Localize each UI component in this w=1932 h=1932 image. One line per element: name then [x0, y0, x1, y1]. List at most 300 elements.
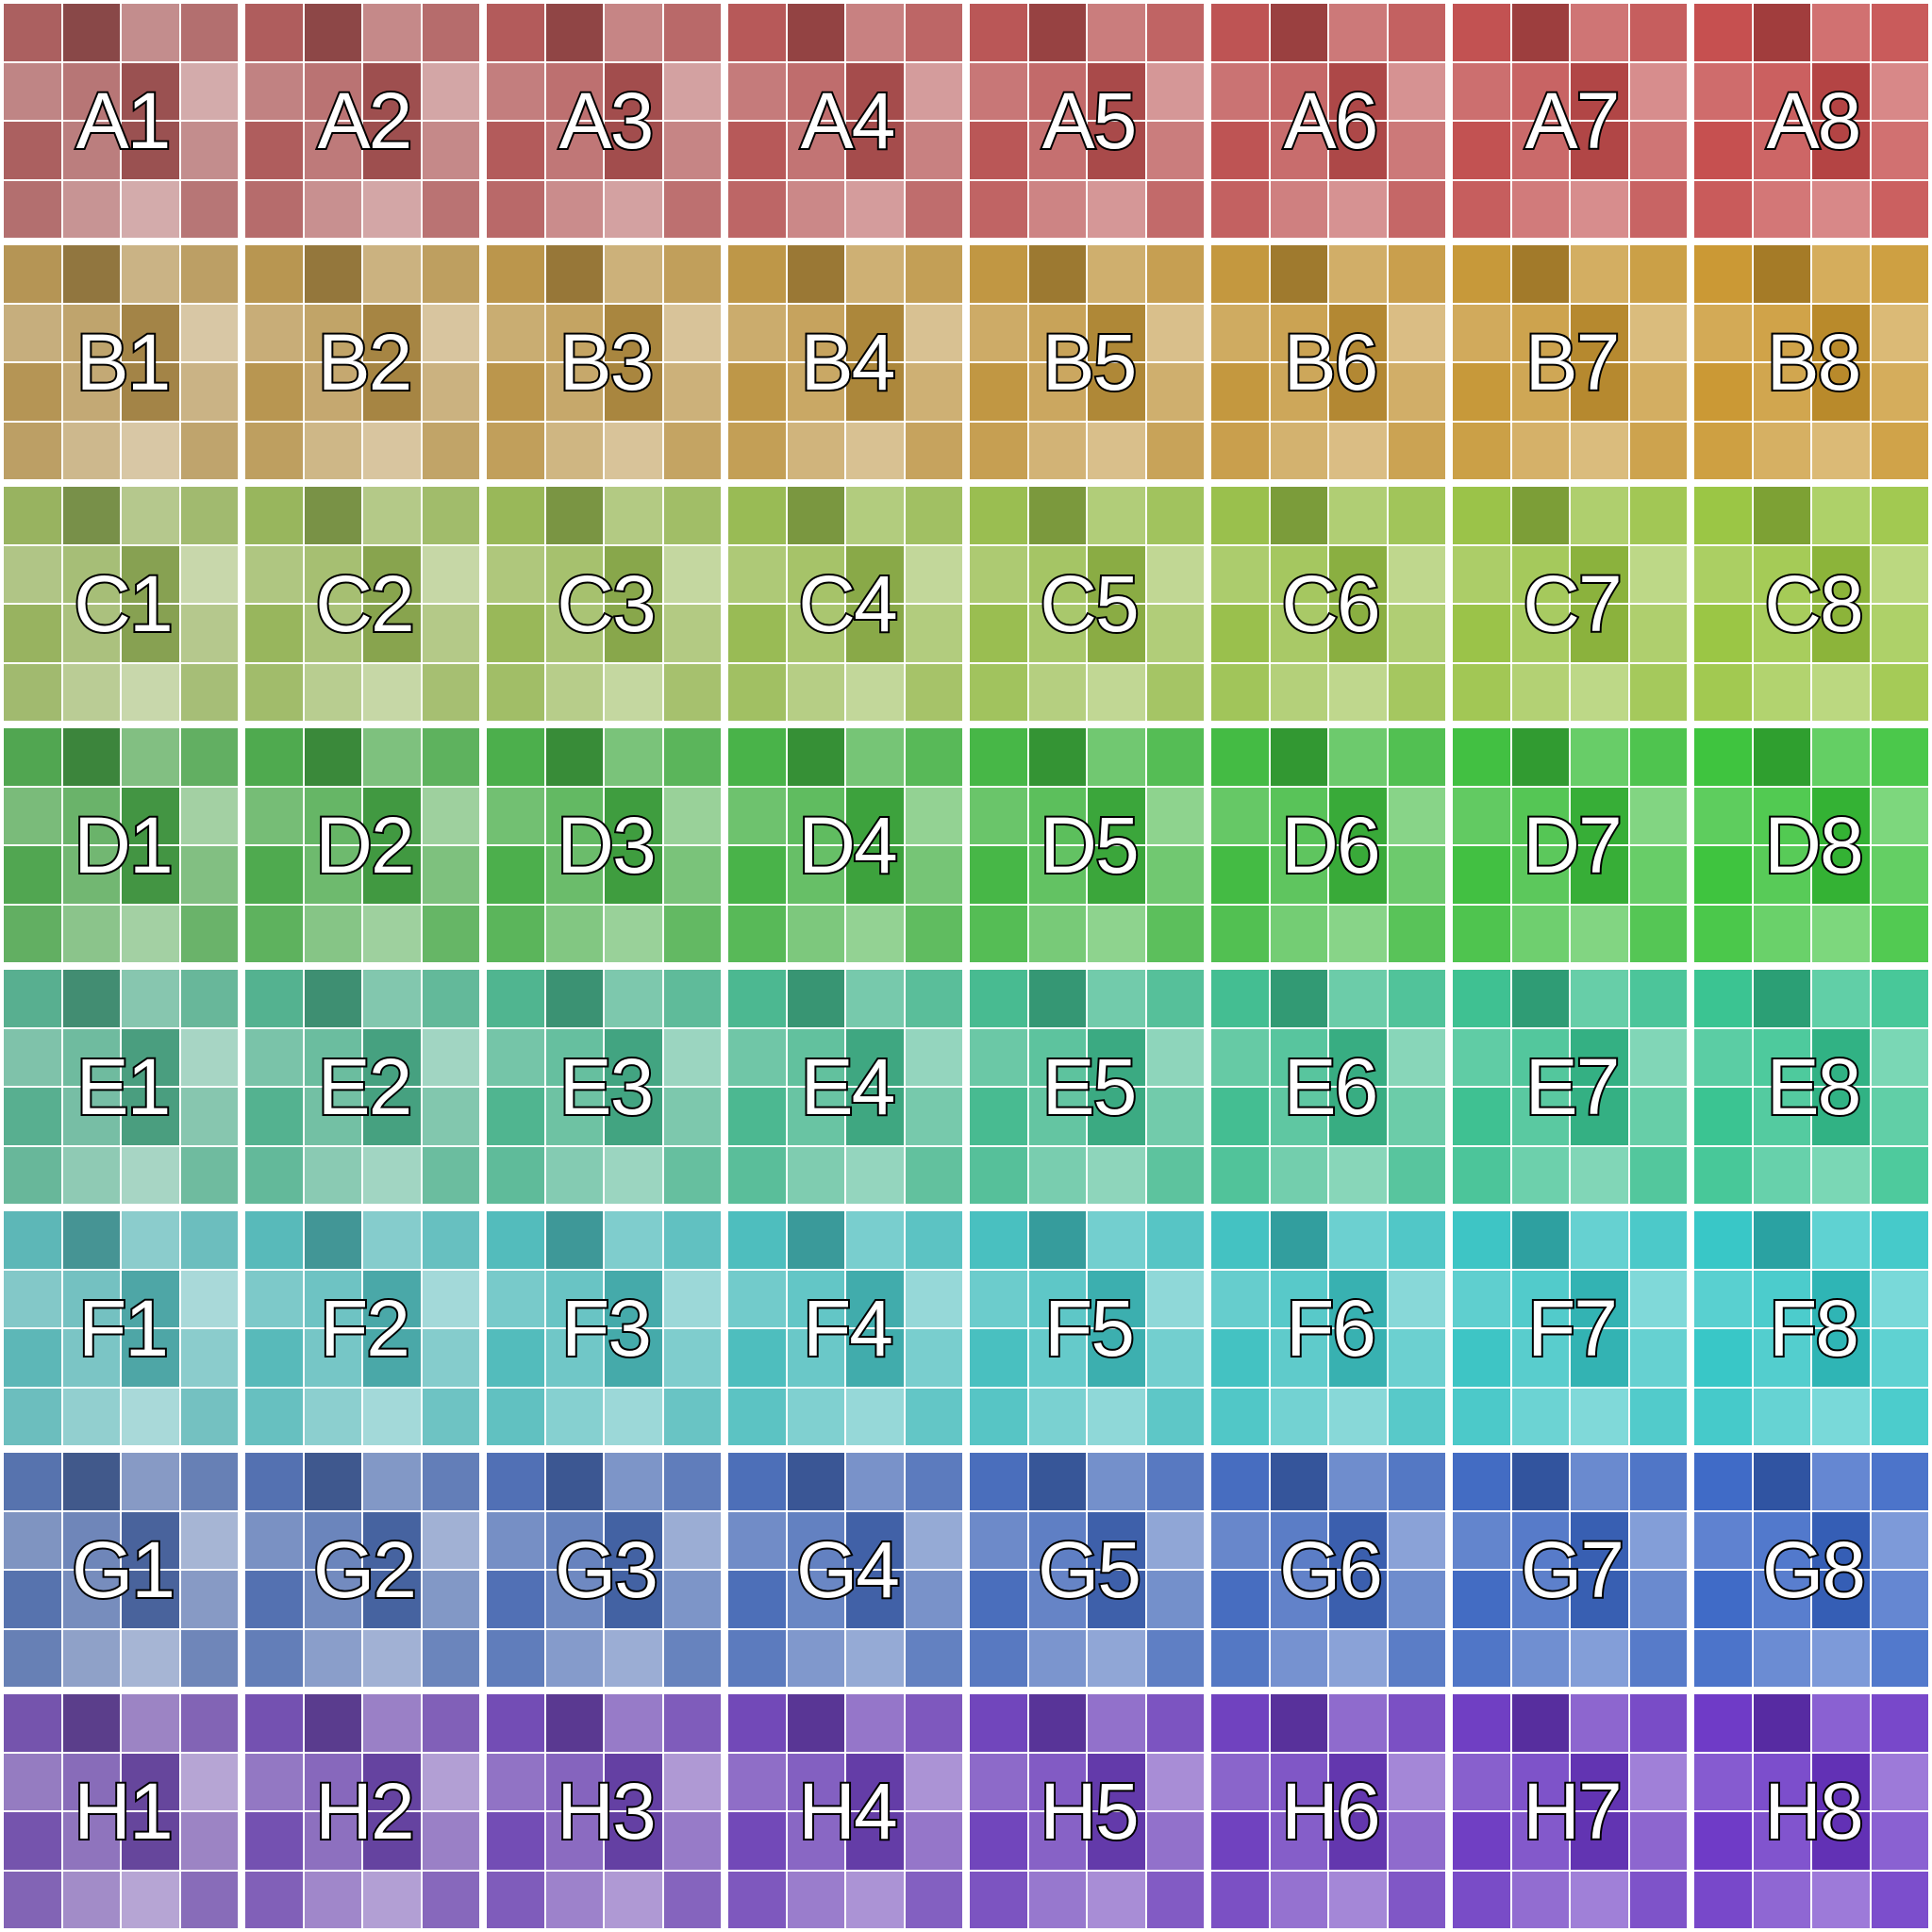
tile-F4[interactable] [728, 1211, 962, 1445]
tile-cell [181, 728, 239, 786]
tile-G4[interactable] [728, 1453, 962, 1687]
tile-D4[interactable] [728, 728, 962, 962]
tile-cell [1571, 605, 1628, 662]
tile-cell [970, 846, 1027, 904]
tile-B5[interactable] [970, 245, 1204, 479]
tile-cell [1329, 245, 1387, 303]
tile-D2[interactable] [245, 728, 479, 962]
tile-cell [181, 305, 239, 362]
tile-cell [4, 4, 61, 61]
tile-C1[interactable] [4, 487, 238, 721]
tile-A2[interactable] [245, 4, 479, 238]
tile-A7[interactable] [1453, 4, 1687, 238]
tile-cell [122, 1571, 179, 1628]
tile-cell [1088, 305, 1145, 362]
tile-cell [1147, 970, 1205, 1027]
tile-F1[interactable] [4, 1211, 238, 1445]
tile-cell [605, 363, 662, 421]
tile-B7[interactable] [1453, 245, 1687, 479]
tile-cell [1512, 546, 1570, 604]
tile-A5[interactable] [970, 4, 1204, 238]
tile-cell [245, 664, 303, 722]
tile-cell [1694, 363, 1752, 421]
tile-label: B6 [1283, 318, 1377, 407]
tile-cell [664, 605, 722, 662]
tile-cell [1571, 1571, 1628, 1628]
tile-cell [970, 1271, 1027, 1328]
tile-H5[interactable] [970, 1694, 1204, 1928]
tile-cell [122, 728, 179, 786]
tile-cell [788, 122, 845, 179]
tile-cell [1694, 1029, 1752, 1087]
tile-cell [1872, 1571, 1929, 1628]
tile-cell [846, 122, 904, 179]
tile-cell [1630, 546, 1688, 604]
tile-cell [1271, 423, 1328, 480]
tile-cell [245, 363, 303, 421]
tile-cell [4, 63, 61, 121]
tile-cell [1389, 1329, 1446, 1387]
tile-cell [728, 1812, 786, 1870]
tile-cell [1630, 63, 1688, 121]
tile-cell [1694, 788, 1752, 845]
tile-cell [1211, 546, 1269, 604]
tile-cell [1329, 1389, 1387, 1446]
tile-cell [1512, 1694, 1570, 1752]
tile-cell [605, 423, 662, 480]
tile-cell [1571, 305, 1628, 362]
tile-cell [63, 63, 121, 121]
tile-cell [728, 1754, 786, 1811]
tile-cell [906, 1271, 963, 1328]
tile-cell [970, 1147, 1027, 1205]
tile-cell [63, 906, 121, 963]
tile-label: E4 [800, 1042, 894, 1131]
tile-cell [487, 1329, 544, 1387]
tile-B2[interactable] [245, 245, 479, 479]
tile-cell [906, 788, 963, 845]
tile-cell [122, 1512, 179, 1570]
tile-cell [122, 1147, 179, 1205]
tile-cell [1571, 1389, 1628, 1446]
tile-cell [487, 1872, 544, 1929]
tile-cell [1754, 1271, 1811, 1328]
tile-cell [1630, 906, 1688, 963]
tile-cell [1812, 1271, 1870, 1328]
tile-cell [546, 1389, 604, 1446]
tile-cell [906, 1029, 963, 1087]
tile-F7[interactable] [1453, 1211, 1687, 1445]
tile-C5[interactable] [970, 487, 1204, 721]
tile-cell [1329, 664, 1387, 722]
tile-cell [1571, 1872, 1628, 1929]
tile-cell [1812, 728, 1870, 786]
tile-cell [181, 1147, 239, 1205]
tile-cell [122, 1088, 179, 1145]
tile-cell [1872, 1630, 1929, 1688]
tile-cell [363, 1211, 421, 1269]
tile-label: C2 [315, 559, 413, 648]
tile-cell [906, 1812, 963, 1870]
tile-cell [1389, 1571, 1446, 1628]
tile-cell [1754, 728, 1811, 786]
tile-cell [1147, 363, 1205, 421]
tile-cell [1754, 1389, 1811, 1446]
tile-cell [1571, 846, 1628, 904]
tile-A4[interactable] [728, 4, 962, 238]
tile-cell [1812, 546, 1870, 604]
tile-cell [4, 846, 61, 904]
tile-cell [1029, 245, 1087, 303]
tile-cell [1453, 1088, 1510, 1145]
tile-label: B5 [1041, 318, 1136, 407]
tile-cell [846, 1872, 904, 1929]
tile-C8[interactable] [1694, 487, 1928, 721]
tile-D8[interactable] [1694, 728, 1928, 962]
tile-cell [728, 245, 786, 303]
tile-G2[interactable] [245, 1453, 479, 1687]
tile-label: B1 [75, 318, 170, 407]
tile-cell [363, 423, 421, 480]
tile-cell [1512, 1389, 1570, 1446]
tile-cell [1029, 664, 1087, 722]
tile-cell [181, 1389, 239, 1446]
tile-cell [788, 363, 845, 421]
tile-cell [1147, 122, 1205, 179]
tile-cell [4, 1571, 61, 1628]
tile-E2[interactable] [245, 970, 479, 1204]
tile-cell [970, 788, 1027, 845]
tile-cell [1571, 1329, 1628, 1387]
tile-cell [305, 605, 362, 662]
tile-E8[interactable] [1694, 970, 1928, 1204]
tile-D6[interactable] [1211, 728, 1445, 962]
tile-cell [245, 970, 303, 1027]
tile-G5[interactable] [970, 1453, 1204, 1687]
tile-B3[interactable] [487, 245, 721, 479]
tile-cell [423, 1571, 480, 1628]
tile-cell [1571, 1630, 1628, 1688]
tile-cell [1211, 1329, 1269, 1387]
tile-cell [1694, 546, 1752, 604]
tile-cell [1812, 1571, 1870, 1628]
tile-cell [1872, 1271, 1929, 1328]
tile-cell [487, 1389, 544, 1446]
tile-F3[interactable] [487, 1211, 721, 1445]
tile-cell [63, 605, 121, 662]
tile-cell [664, 122, 722, 179]
tile-D1[interactable] [4, 728, 238, 962]
tile-cell [664, 1271, 722, 1328]
tile-cell [1211, 245, 1269, 303]
tile-cell [423, 305, 480, 362]
tile-cell [788, 1453, 845, 1510]
tile-label: D8 [1764, 801, 1862, 890]
tile-cell [970, 1754, 1027, 1811]
tile-cell [1211, 122, 1269, 179]
tile-cell [1088, 1088, 1145, 1145]
tile-cell [970, 1694, 1027, 1752]
tile-cell [487, 546, 544, 604]
tile-cell [664, 245, 722, 303]
tile-cell [788, 305, 845, 362]
tile-cell [1812, 605, 1870, 662]
tile-E7[interactable] [1453, 970, 1687, 1204]
tile-H6[interactable] [1211, 1694, 1445, 1928]
tile-cell [1147, 1694, 1205, 1752]
tile-F5[interactable] [970, 1211, 1204, 1445]
tile-H4[interactable] [728, 1694, 962, 1928]
tile-cell [1147, 1211, 1205, 1269]
tile-label: G3 [554, 1525, 658, 1614]
tile-cell [906, 1147, 963, 1205]
tile-cell [1389, 970, 1446, 1027]
tile-cell [181, 1512, 239, 1570]
tile-cell [4, 906, 61, 963]
tile-G6[interactable] [1211, 1453, 1445, 1687]
tile-B8[interactable] [1694, 245, 1928, 479]
tile-cell [1571, 1812, 1628, 1870]
tile-cell [1271, 1512, 1328, 1570]
tile-cell [1211, 728, 1269, 786]
tile-label: G6 [1278, 1525, 1382, 1614]
tile-F6[interactable] [1211, 1211, 1445, 1445]
tile-cell [788, 181, 845, 239]
tile-cell [1812, 1029, 1870, 1087]
tile-cell [1453, 1389, 1510, 1446]
tile-cell [305, 970, 362, 1027]
tile-cell [181, 181, 239, 239]
tile-cell [487, 664, 544, 722]
tile-cell [122, 423, 179, 480]
tile-cell [728, 728, 786, 786]
tile-cell [1872, 1147, 1929, 1205]
tile-label: G1 [71, 1525, 175, 1614]
tile-cell [1389, 305, 1446, 362]
tile-cell [1512, 1754, 1570, 1811]
tile-cell [1389, 1453, 1446, 1510]
tile-cell [664, 906, 722, 963]
tile-cell [605, 305, 662, 362]
tile-cell [423, 245, 480, 303]
tile-label: G5 [1037, 1525, 1141, 1614]
tile-C3[interactable] [487, 487, 721, 721]
tile-cell [181, 63, 239, 121]
tile-C6[interactable] [1211, 487, 1445, 721]
tile-E3[interactable] [487, 970, 721, 1204]
tile-cell [1329, 1147, 1387, 1205]
tile-cell [788, 4, 845, 61]
tile-G3[interactable] [487, 1453, 721, 1687]
tile-H8[interactable] [1694, 1694, 1928, 1928]
tile-G1[interactable] [4, 1453, 238, 1687]
tile-H7[interactable] [1453, 1694, 1687, 1928]
tile-cell [1271, 1271, 1328, 1328]
tile-cell [605, 1694, 662, 1752]
tile-cell [788, 487, 845, 544]
tile-cell [846, 245, 904, 303]
tile-cell [1271, 788, 1328, 845]
tile-cell [1571, 788, 1628, 845]
tile-cell [1512, 605, 1570, 662]
tile-cell [1872, 423, 1929, 480]
tile-cell [1512, 63, 1570, 121]
tile-cell [1147, 1812, 1205, 1870]
tile-cell [1453, 1329, 1510, 1387]
tile-cell [1329, 1088, 1387, 1145]
tile-cell [423, 664, 480, 722]
tile-cell [1389, 1754, 1446, 1811]
tile-cell [1512, 487, 1570, 544]
tile-F2[interactable] [245, 1211, 479, 1445]
tile-A6[interactable] [1211, 4, 1445, 238]
tile-cell [1754, 605, 1811, 662]
tile-cell [423, 1630, 480, 1688]
tile-cell [1329, 605, 1387, 662]
tile-cell [1872, 664, 1929, 722]
tile-cell [1872, 487, 1929, 544]
tile-E6[interactable] [1211, 970, 1445, 1204]
tile-cell [4, 1453, 61, 1510]
tile-H2[interactable] [245, 1694, 479, 1928]
tile-cell [846, 1812, 904, 1870]
tile-cell [970, 1211, 1027, 1269]
tile-cell [423, 846, 480, 904]
tile-D7[interactable] [1453, 728, 1687, 962]
tile-cell [664, 1571, 722, 1628]
tile-cell [1389, 1630, 1446, 1688]
tile-A3[interactable] [487, 4, 721, 238]
tile-cell [181, 846, 239, 904]
tile-cell [63, 305, 121, 362]
tile-cell [1694, 181, 1752, 239]
tile-label: D6 [1281, 801, 1379, 890]
tile-cell [1029, 423, 1087, 480]
tile-cell [1694, 63, 1752, 121]
tile-cell [1872, 605, 1929, 662]
tile-cell [906, 970, 963, 1027]
tile-cell [906, 1754, 963, 1811]
tile-B1[interactable] [4, 245, 238, 479]
tile-G7[interactable] [1453, 1453, 1687, 1687]
tile-C7[interactable] [1453, 487, 1687, 721]
tile-cell [4, 1329, 61, 1387]
tile-cell [1812, 423, 1870, 480]
tile-cell [305, 1812, 362, 1870]
tile-cell [1453, 245, 1510, 303]
tile-E1[interactable] [4, 970, 238, 1204]
tile-A1[interactable] [4, 4, 238, 238]
tile-cell [1271, 1812, 1328, 1870]
tile-B4[interactable] [728, 245, 962, 479]
tile-cell [1512, 1453, 1570, 1510]
tile-cell [1029, 970, 1087, 1027]
tile-cell [1812, 970, 1870, 1027]
tile-cell [1211, 664, 1269, 722]
tile-cell [122, 970, 179, 1027]
tile-cell [1630, 1029, 1688, 1087]
tile-cell [1694, 487, 1752, 544]
tile-cell [1029, 4, 1087, 61]
tile-cell [546, 305, 604, 362]
tile-cell [1630, 1812, 1688, 1870]
tile-cell [605, 664, 662, 722]
tile-cell [1694, 1512, 1752, 1570]
tile-cell [1088, 1812, 1145, 1870]
tile-cell [970, 906, 1027, 963]
tile-G8[interactable] [1694, 1453, 1928, 1687]
tile-cell [1571, 1694, 1628, 1752]
tile-B6[interactable] [1211, 245, 1445, 479]
tile-cell [1329, 1329, 1387, 1387]
tile-E4[interactable] [728, 970, 962, 1204]
tile-cell [970, 363, 1027, 421]
tile-cell [1754, 1512, 1811, 1570]
tile-cell [1812, 1694, 1870, 1752]
tile-cell [1389, 1211, 1446, 1269]
tile-cell [1812, 906, 1870, 963]
tile-cell [245, 546, 303, 604]
tile-cell [1630, 363, 1688, 421]
tile-cell [788, 1512, 845, 1570]
tile-cell [1571, 1088, 1628, 1145]
tile-cell [546, 245, 604, 303]
tile-cell [1812, 1754, 1870, 1811]
tile-H3[interactable] [487, 1694, 721, 1928]
tile-cell [605, 487, 662, 544]
tile-cell [63, 363, 121, 421]
tile-cell [363, 1389, 421, 1446]
tile-cell [906, 1088, 963, 1145]
tile-H1[interactable] [4, 1694, 238, 1928]
tile-cell [1211, 1271, 1269, 1328]
tile-cell [1211, 788, 1269, 845]
tile-cell [1754, 546, 1811, 604]
tile-cell [546, 1872, 604, 1929]
tile-F8[interactable] [1694, 1211, 1928, 1445]
tile-cell [122, 245, 179, 303]
tile-cell [1694, 305, 1752, 362]
tile-D3[interactable] [487, 728, 721, 962]
tile-C2[interactable] [245, 487, 479, 721]
tile-E5[interactable] [970, 970, 1204, 1204]
tile-label: D4 [798, 801, 896, 890]
tile-cell [728, 1512, 786, 1570]
tile-cell [1271, 1754, 1328, 1811]
tile-cell [181, 1630, 239, 1688]
tile-cell [546, 1571, 604, 1628]
tile-cell [1147, 423, 1205, 480]
tile-cell [1512, 423, 1570, 480]
tile-D5[interactable] [970, 728, 1204, 962]
tile-cell [1453, 1694, 1510, 1752]
tile-cell [970, 970, 1027, 1027]
tile-cell [4, 1630, 61, 1688]
tile-cell [423, 546, 480, 604]
tile-cell [906, 846, 963, 904]
tile-C4[interactable] [728, 487, 962, 721]
tile-cell [4, 788, 61, 845]
tile-A8[interactable] [1694, 4, 1928, 238]
tile-cell [846, 1694, 904, 1752]
tile-cell [1453, 487, 1510, 544]
tile-label: H3 [557, 1767, 655, 1856]
tile-cell [1630, 1571, 1688, 1628]
tile-cell [1271, 1872, 1328, 1929]
tile-cell [1211, 4, 1269, 61]
tile-cell [788, 788, 845, 845]
tile-cell [4, 1872, 61, 1929]
